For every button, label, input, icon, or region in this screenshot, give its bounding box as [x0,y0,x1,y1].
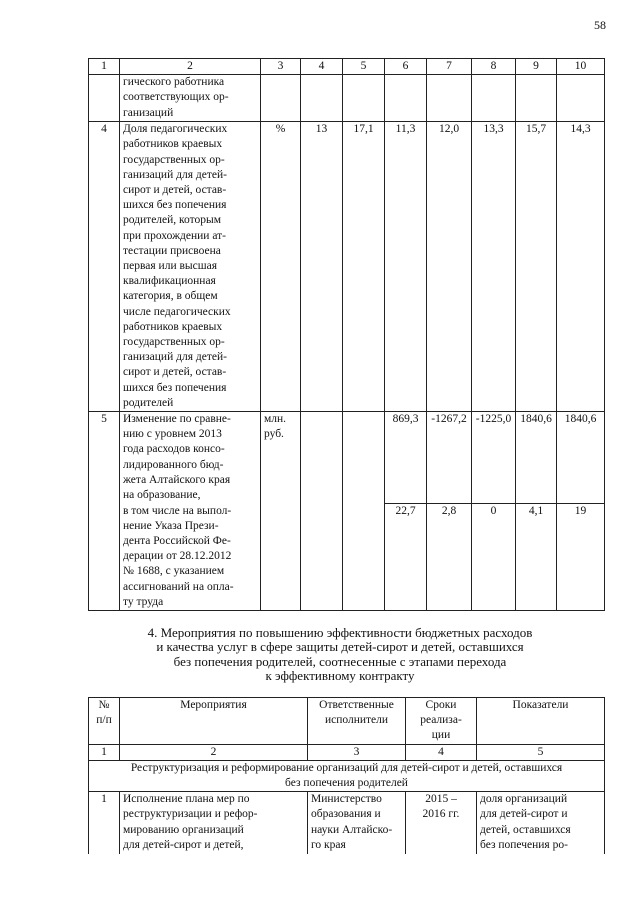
header-indicators: Показатели [477,698,605,745]
indicators-table [88,58,605,611]
section-row [89,760,605,791]
unit: % [261,122,301,412]
value-2018: 1840,6 [557,412,605,504]
value-2014: 869,3 [385,412,427,504]
header-terms: Сроки реализа- ции [406,698,477,745]
col-header-5: 5 [343,59,385,75]
table-row-continued [89,75,605,122]
value-2016: 13,3 [472,122,516,412]
value-2014: 22,7 [385,504,427,611]
value-2015: -1267,2 [427,412,472,504]
col-header-7: 7 [427,59,472,75]
table-row [89,792,605,854]
responsible-text: Министерство образования и науки Алтайско- го края [308,792,406,854]
unit: млн. руб. [261,412,301,504]
col-number-4: 4 [406,744,477,760]
col-number-3: 3 [308,744,406,760]
value-2016: -1225,0 [472,412,516,504]
header-number: № п/п [89,698,120,745]
value-2017: 4,1 [516,504,557,611]
col-header-2: 2 [120,59,261,75]
value-2016: 0 [472,504,516,611]
measures-table [88,697,605,854]
table-row-5a [89,412,605,504]
indicator-text: Изменение по сравне- нию с уровнем 2013 года расходов консо- лидированного бюд- жета Алтайского края на образование, [120,412,261,504]
section-title: Реструктуризация и реформирование организаций для детей-сирот и детей, оставшихся без попечения родителей [89,760,605,791]
col-header-9: 9 [516,59,557,75]
value-2017: 1840,6 [516,412,557,504]
indicator-text: доля организаций для детей-сирот и детей, оставшихся без попечения ро- [477,792,605,854]
header-row [89,698,605,745]
col-header-1: 1 [89,59,120,75]
row-number: 1 [89,792,120,854]
table-row-4 [89,122,605,412]
col-number-2: 2 [120,744,308,760]
col-header-10: 10 [557,59,605,75]
row-number: 5 [89,412,120,504]
value-2015: 2,8 [427,504,472,611]
col-number-1: 1 [89,744,120,760]
section-heading: 4. Мероприятия по повышению эффективности бюджетных расходов и качества услуг в сфере защиты детей-сирот и детей, оставшихся без попечения родителей, соотнесенные с этапами перехода к эффективному контракту [147,625,533,684]
col-header-8: 8 [472,59,516,75]
col-number-5: 5 [477,744,605,760]
term-text: 2015 – 2016 гг. [406,792,477,854]
col-header-6: 6 [385,59,427,75]
value-2013: 17,1 [343,122,385,412]
measure-text: Исполнение плана мер по реструктуризации и рефор- мированию организаций для детей-сирот и детей, [120,792,308,854]
value-2012: 13 [301,122,343,412]
header-responsible: Ответственные исполнители [308,698,406,745]
col-header-3: 3 [261,59,301,75]
value-2014: 11,3 [385,122,427,412]
value-2018: 19 [557,504,605,611]
page-number: 58 [594,18,606,32]
column-number-row [89,744,605,760]
column-number-row [89,59,605,75]
value-2015: 12,0 [427,122,472,412]
header-measures: Мероприятия [120,698,308,745]
table-row-5b [89,504,605,611]
value-2018: 14,3 [557,122,605,412]
col-header-4: 4 [301,59,343,75]
indicator-text: Доля педагогических работников краевых государственных ор- ганизаций для детей- сирот и детей, остав- шихся без попечения родителей, которым при прохождении ат- тестации присвоена первая или высшая квалификационная категория, в общем числе педагогических работников краевых государственных ор- ганизаций для детей- сирот и детей, остав- шихся без попечения родителей [120,122,261,412]
value-2017: 15,7 [516,122,557,412]
row-number: 4 [89,122,120,412]
indicator-text: гического работника соответствующих ор- ганизаций [120,75,261,122]
indicator-text: в том числе на выпол- нение Указа Прези- дента Российской Фе- дерации от 28.12.2012 № 1688, с указанием ассигнований на опла- ту труда [120,504,261,611]
